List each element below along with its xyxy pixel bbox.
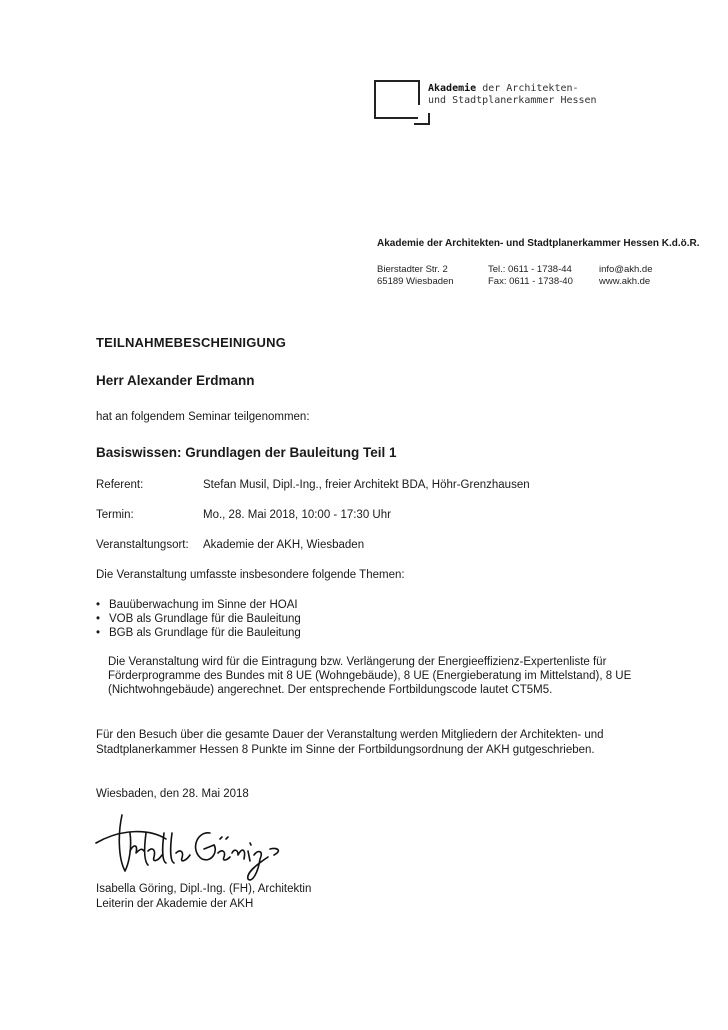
signature-image [92, 803, 292, 888]
recipient-name: Herr Alexander Erdmann [96, 373, 255, 388]
org-fax: Fax: 0611 - 1738-40 [488, 276, 573, 287]
intro-text: hat an folgendem Seminar teilgenommen: [96, 411, 310, 423]
detail-value-referent: Stefan Musil, Dipl.-Ing., freier Architekt BDA, Höhr-Grenzhausen [203, 479, 530, 491]
signer-block [96, 882, 311, 912]
detail-value-termin: Mo., 28. Mai 2018, 10:00 - 17:30 Uhr [203, 509, 391, 521]
list-item: • VOB als Grundlage für die Bauleitung [96, 612, 301, 626]
points-note: Für den Besuch über die gesamte Dauer der Veranstaltung werden Mitgliedern der Architekten- und Stadtplanerkammer Hessen 8 Punkte im Sinne der Fortbildungsordnung der AKH gutgeschrieben. [96, 729, 604, 756]
logo-frame-icon [374, 80, 418, 119]
org-email: info@akh.de [599, 264, 653, 275]
topics-intro: Die Veranstaltung umfasste insbesondere folgende Themen: [96, 569, 405, 581]
detail-label-referent: Referent: [96, 479, 144, 491]
signer-name: Isabella Göring, Dipl.-Ing. (FH), Architektin [96, 883, 312, 895]
signer-role: Leiterin der Akademie der AKH [96, 898, 254, 910]
document-title: TEILNAHMEBESCHEINIGUNG [96, 335, 287, 350]
seminar-title: Basiswissen: Grundlagen der Bauleitung Teil 1 [96, 445, 397, 460]
org-name: Akademie der Architekten- und Stadtplanerkammer Hessen K.d.ö.R. [377, 238, 700, 249]
logo-rest: der Architekten- [476, 83, 579, 94]
place-date: Wiesbaden, den 28. Mai 2018 [96, 788, 249, 800]
energy-note: Die Veranstaltung wird für die Eintragung bzw. Verlängerung der Energieeffizienz-Expertenliste für Förderprogramme des Bundes mit 8 UE (Wohngebäude), 8 UE (Energieberatung im Mittelstand), 8 UE (Nichtwohngebäude) angerechnet. Der entsprechende Fortbildungscode lautet CT5M5. [108, 656, 632, 696]
list-item: • Bauüberwachung im Sinne der HOAI [96, 598, 301, 612]
topics-list [96, 598, 301, 640]
org-web: www.akh.de [599, 276, 651, 287]
list-item: • BGB als Grundlage für die Bauleitung [96, 626, 301, 640]
logo-line2: und Stadtplanerkammer Hessen [428, 95, 597, 106]
org-street: Bierstadter Str. 2 [377, 264, 448, 275]
detail-label-ort: Veranstaltungsort: [96, 539, 189, 551]
org-city: 65189 Wiesbaden [377, 276, 454, 287]
detail-label-termin: Termin: [96, 509, 134, 521]
logo-corner-icon [414, 113, 430, 125]
logo-bold: Akademie [428, 83, 477, 94]
logo-text [428, 83, 597, 107]
detail-value-ort: Akademie der AKH, Wiesbaden [203, 539, 365, 551]
org-tel: Tel.: 0611 - 1738-44 [488, 264, 572, 275]
